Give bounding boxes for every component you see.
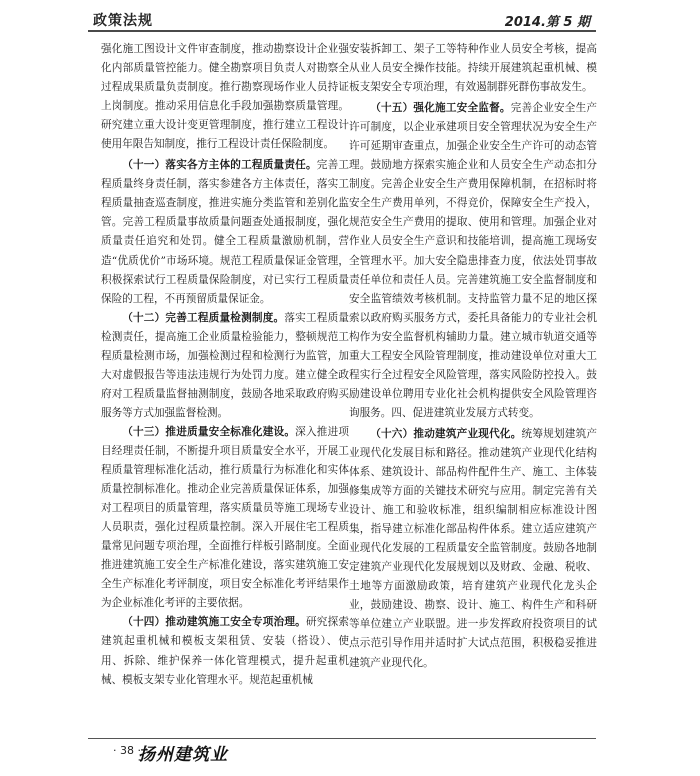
- issue-label: 2014.第 5 期: [504, 15, 590, 30]
- paragraph-15: [349, 99, 597, 423]
- paragraph-body: 落实工程质量检测责任，提高施工企业质量检验能力，整顿规范工程质量检测市场，加强检测过程和检测行为监管，加大对虚假报告等违法违规行为处罚力度。建立健全政府对工程质量监督抽测制度，鼓励各地采取政府购买服务等方式加强监督检测。: [101, 311, 350, 419]
- section-heading: （十四）推动建筑施工安全专项治理。: [122, 616, 306, 629]
- section-title: 政策法规: [93, 13, 153, 29]
- paragraph-body: 深入推进项目经理责任制，不断提升项目质量安全水平，开展工程质量管理标准化活动，推行质量行为标准化和实体质量控制标准化。推动企业完善质量保证体系，加强对工程项目的质量管理，落实质量员等施工现场专业人员职责，强化过程质量控制。深入开展住宅工程质量常见问题专项治理，全面推行样板引路制度。全面推进建筑施工安全生产标准化建设，落实建筑施工安全生产标准化考评制度，项目安全标准化考评结果作为企业标准化考评的主要依据。: [101, 425, 350, 610]
- left-column: [101, 40, 349, 690]
- magazine-logo: 扬州建筑业: [138, 745, 228, 765]
- section-heading: （十六）推动建筑产业现代化。: [370, 427, 522, 440]
- header-rule: [88, 30, 596, 32]
- section-heading: （十三）推进质量安全标准化建设。: [122, 425, 296, 438]
- paragraph-body: 完善工程质量终身责任制，落实参建各方主体责任，落实工程质量抽查巡查制度，推进实施分类监管和差别化监管。完善工程质量事故质量问题查处通报制度，强化质量责任追究和处罚。健全工程质量激励机制，营造“优质优价”市场环境。规范工程质量保证金管理，积极探索试行工程质量保险制度，对已实行工程质量保险的工程，不再预留质量保证金。: [101, 159, 350, 305]
- section-heading: （十五）强化施工安全监督。: [370, 102, 511, 115]
- section-heading: （十二）完善工程质量检测制度。: [122, 311, 285, 324]
- paragraph-14: [101, 613, 349, 689]
- paragraph: 安装拆卸工、架子工等特种作业人员安全考核，提高从业人员安全操作技能。持续开展建筑起重机械、模板支架安全专项治理，有效遏制群死群伤事故发生。: [349, 43, 597, 94]
- paragraph-body: 统筹规划建筑产业现代化发展目标和路径。推动建筑产业现代化结构体系、建筑设计、部品构件配件生产、施工、主体装修集成等方面的关键技术研究与应用。制定完善有关设计、施工和验收标准，组织编制相应标准设计图集，指导建立标准化部品构件体系。建立适应建筑产业现代化发展的工程质量安全监管制度。鼓励各地制定建筑产业现代化发展规划以及财政、金融、税收、土地等方面激励政策，培育建筑产业现代化龙头企业，鼓励建设、勘察、设计、施工、构件生产和科研等单位建立产业联盟。进一步发挥政府投资项目的试点示范引导作用并适时扩大试点范围，积极稳妥推进建筑产业现代化。: [349, 427, 598, 669]
- paragraph-12: [101, 309, 349, 423]
- paragraph-13: [101, 423, 349, 613]
- paragraph-16: [349, 425, 597, 673]
- right-column: [349, 40, 597, 673]
- paragraph-body: 研究探索建筑起重机械和模板支架租赁、安装（搭设）、使用、拆除、维护保养一体化管理模式，提升起重机械、模板支架专业化管理水平。规范起重机械: [101, 616, 350, 686]
- section-heading: （十一）落实各方主体的工程质量责任。: [122, 159, 317, 172]
- footer-rule: [88, 738, 596, 739]
- paragraph: 强化施工图设计文件审查制度，推动勘察设计企业强化内部质量管控能力。健全勘察项目负责人对勘察全过程成果质量负责制度。推行勘察现场作业人员持证上岗制度。推动采用信息化手段加强勘察质量管理。研究建立重大设计变更管理制度，推行建立工程设计使用年限告知制度，推行工程设计责任保险制度。: [101, 43, 349, 151]
- page-number: · 38 ·: [113, 744, 141, 757]
- paragraph-11: [101, 156, 349, 308]
- paragraph-body: 完善企业安全生产许可制度，以企业承建项目安全管理状况为安全生产许可延期审查重点，加强企业安全生产许可的动态管理。鼓励地方探索实施企业和人员安全生产动态扣分制度。完善企业安全生产费用保障机制，在招标时将安全生产费用单列，不得竞价，保障安全生产投入，规范安全生产费用的提取、使用和管理。加强企业对作业人员安全生产意识和技能培训，提高施工现场安全管理水平。加大安全隐患排查力度，依法处罚事故责任单位和责任人员。完善建筑施工安全监督制度和安全监管绩效考核机制。支持监管力量不足的地区探索以政府购买服务方式，委托具备能力的专业社会机构作为安全监督机构辅助力量。建立城市轨道交通等重大工程安全风险管理制度，推动建设单位对重大工程实行全过程安全风险管理，落实风险防控投入。鼓励建设单位聘用专业化社会机构提供安全风险管理咨询服务。四、促进建筑业发展方式转变。: [349, 102, 598, 419]
- running-header: [88, 8, 596, 30]
